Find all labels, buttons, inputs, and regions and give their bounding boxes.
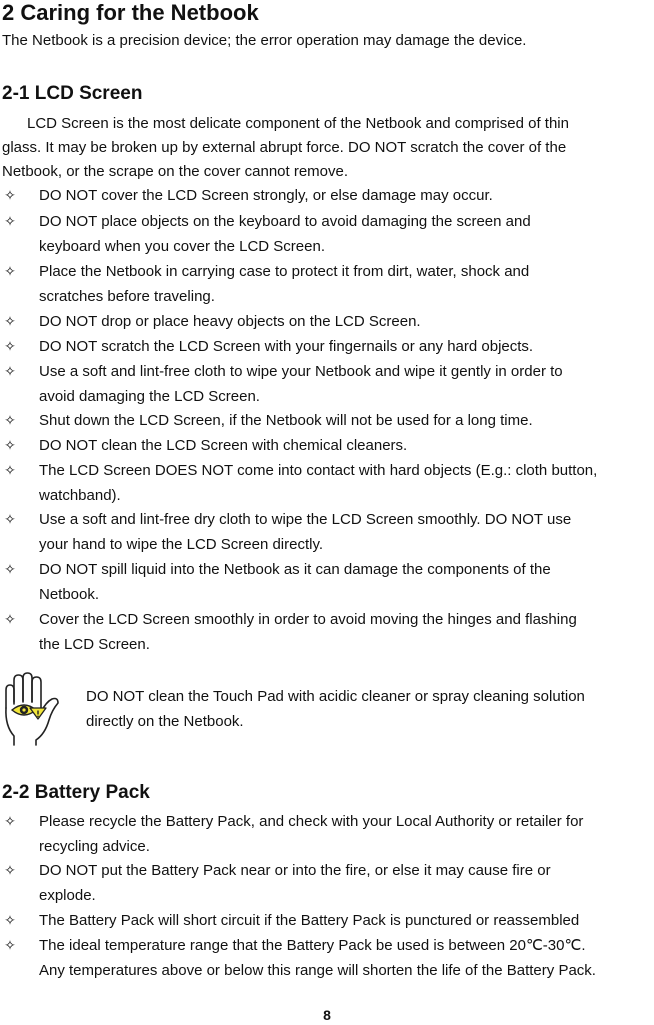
diamond-bullet-icon: ✧ [4, 562, 16, 578]
bullet-text: Shut down the LCD Screen, if the Netbook will not be used for a long time. [39, 412, 533, 429]
bullet-text: DO NOT spill liquid into the Netbook as it can damage the components of the Netbook. [39, 561, 551, 603]
diamond-bullet-icon: ✧ [4, 314, 16, 330]
bullet-text: Use a soft and lint-free cloth to wipe your Netbook and wipe it gently in order to avoid damaging the LCD Screen. [39, 363, 563, 405]
page-number: 8 [323, 1007, 331, 1023]
bullet-text: The Battery Pack will short circuit if the Battery Pack is punctured or reassembled [39, 912, 580, 929]
diamond-bullet-icon: ✧ [4, 438, 16, 454]
chapter-title: 2 Caring for the Netbook [2, 0, 259, 25]
warning-hand-icon [0, 672, 68, 746]
bullet-text: Please recycle the Battery Pack, and check with your Local Authority or retailer for recycling advice. [39, 813, 584, 855]
diamond-bullet-icon: ✧ [4, 264, 16, 280]
bullet-text: DO NOT put the Battery Pack near or into the fire, or else it may cause fire or explode. [39, 862, 551, 904]
bullet-text: DO NOT scratch the LCD Screen with your fingernails or any hard objects. [39, 338, 534, 355]
warning-note: DO NOT clean the Touch Pad with acidic cleaner or spray cleaning solution directly on the Netbook. [86, 688, 585, 730]
diamond-bullet-icon: ✧ [4, 512, 16, 528]
diamond-bullet-icon: ✧ [4, 814, 16, 830]
diamond-bullet-icon: ✧ [4, 938, 16, 954]
diamond-bullet-icon: ✧ [4, 364, 16, 380]
bullet-text: DO NOT cover the LCD Screen strongly, or else damage may occur. [39, 187, 493, 204]
diamond-bullet-icon: ✧ [4, 339, 16, 355]
diamond-bullet-icon: ✧ [4, 214, 16, 230]
section-heading-battery: 2-2 Battery Pack [2, 782, 150, 803]
section-heading-lcd: 2-1 LCD Screen [2, 83, 143, 104]
lcd-paragraph-line: glass. It may be broken up by external abrupt force. DO NOT scratch the cover of the [2, 139, 567, 156]
bullet-text: Place the Netbook in carrying case to protect it from dirt, water, shock and scratches before traveling. [39, 263, 530, 305]
bullet-text: Use a soft and lint-free dry cloth to wipe the LCD Screen smoothly. DO NOT use your hand to wipe the LCD Screen directly. [39, 511, 572, 553]
bullet-text: The LCD Screen DOES NOT come into contact with hard objects (E.g.: cloth button, watchband). [39, 462, 598, 504]
diamond-bullet-icon: ✧ [4, 413, 16, 429]
diamond-bullet-icon: ✧ [4, 188, 16, 204]
diamond-bullet-icon: ✧ [4, 463, 16, 479]
diamond-bullet-icon: ✧ [4, 863, 16, 879]
bullet-text: DO NOT place objects on the keyboard to avoid damaging the screen and keyboard when you cover the LCD Screen. [39, 213, 531, 255]
bullet-text: DO NOT clean the LCD Screen with chemical cleaners. [39, 437, 408, 454]
bullet-text: Cover the LCD Screen smoothly in order to avoid moving the hinges and flashing the LCD Screen. [39, 611, 577, 653]
bullet-text: The ideal temperature range that the Battery Pack be used is between 20℃-30℃. Any temperatures above or below this range will shorten the life of the Battery Pack. [39, 937, 596, 979]
lcd-paragraph-line: Netbook, or the scrape on the cover cannot remove. [2, 163, 349, 180]
diamond-bullet-icon: ✧ [4, 913, 16, 929]
bullet-text: DO NOT drop or place heavy objects on the LCD Screen. [39, 313, 421, 330]
lcd-paragraph-line: LCD Screen is the most delicate component of the Netbook and comprised of thin [2, 115, 569, 132]
chapter-intro: The Netbook is a precision device; the error operation may damage the device. [2, 32, 527, 49]
diamond-bullet-icon: ✧ [4, 612, 16, 628]
